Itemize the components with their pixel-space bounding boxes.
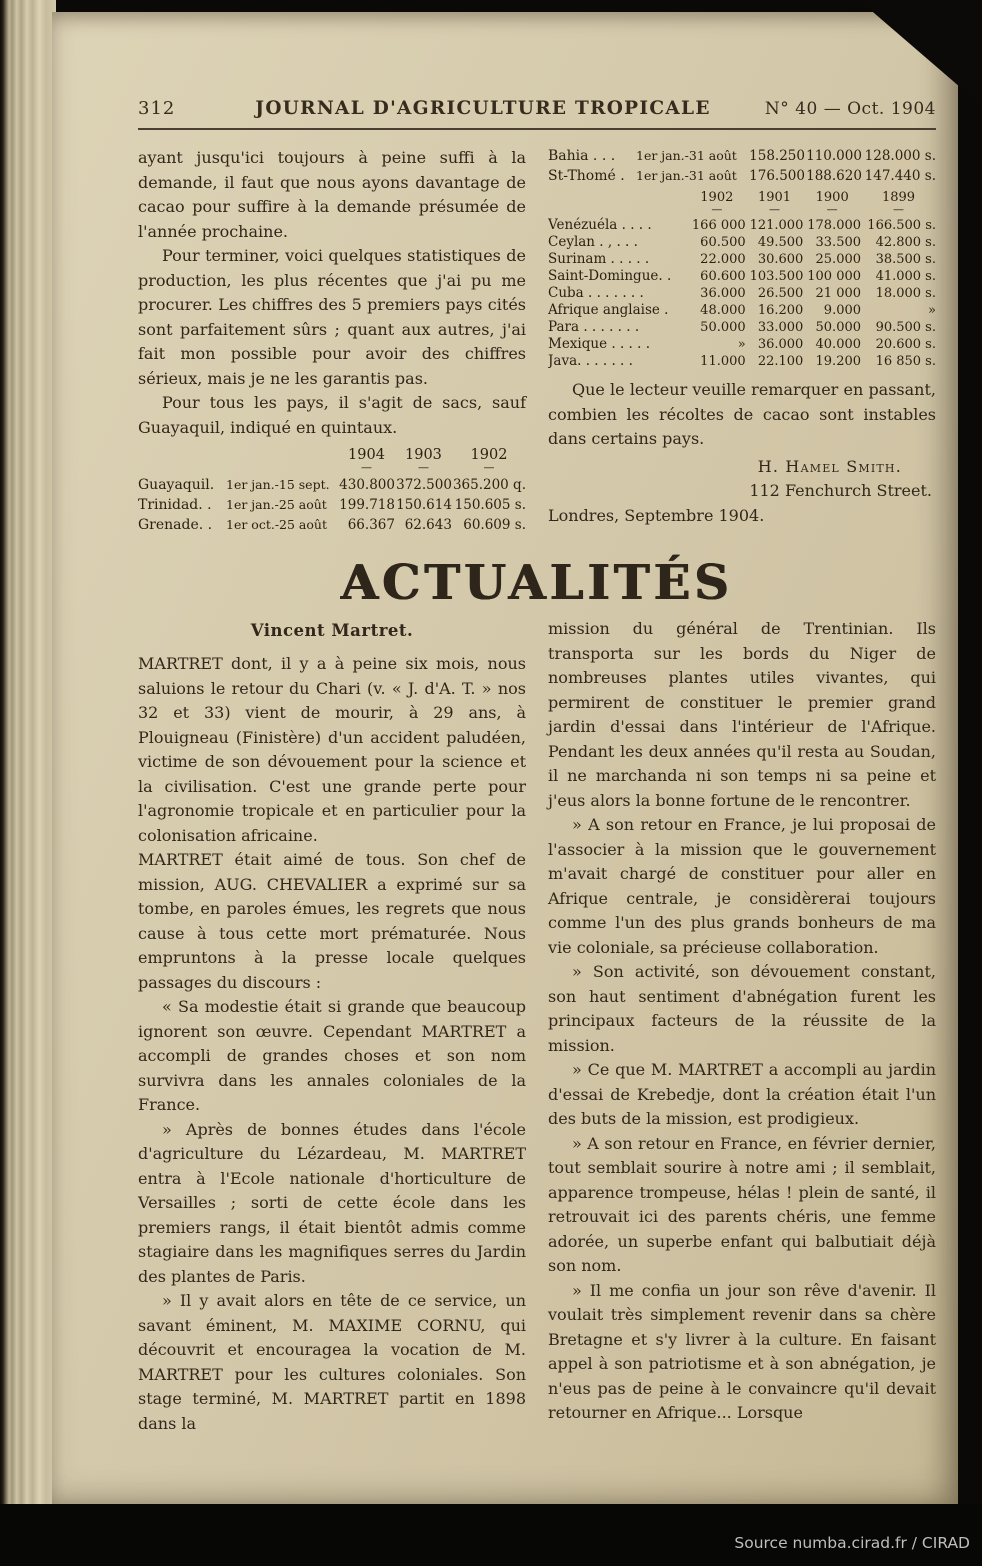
country-name: Afrique anglaise .: [548, 302, 669, 318]
value-1901: 22.100: [757, 354, 804, 369]
value-1902: 166 000: [691, 218, 746, 233]
article-paragraph: « Sa modestie était si grande que beaucoup ignorent son œuvre. Cependant MARTRET a accompli de grandes choses et son nom survivra dans les annales coloniales de la France.: [138, 997, 526, 1114]
value-1904: 158.250: [749, 148, 805, 164]
value-1900: 9.000: [823, 303, 862, 318]
value-1899: 90.500 s.: [875, 320, 936, 335]
table-row: [138, 515, 526, 535]
country-name: Surinam . . . . .: [548, 251, 650, 267]
period-label: 1er jan.-31 août: [636, 148, 737, 163]
article-title: Vincent Martret.: [250, 621, 414, 640]
table-row: [548, 268, 936, 285]
source-bar: [0, 1504, 982, 1566]
value-1904: 199.718: [339, 497, 395, 513]
value-1901: 36.000: [757, 337, 804, 352]
year-label: 1902 —: [688, 190, 746, 214]
article-right-column: [548, 617, 936, 1436]
country-name: Grenade. .: [138, 517, 213, 533]
value-1904: 66.367: [347, 517, 395, 533]
article-paragraph: » Après de bonnes études dans l'école d'agriculture du Lézardeau, M. MARTRET entra à l'Ecole nationale d'horticulture de Versailles ; sorti de cette école dans les premiers rangs, il était bientôt admis comme stagiaire dans les magnifiques serres du Jardin des plantes de Paris.: [138, 1119, 526, 1286]
header-rule: [138, 128, 936, 130]
statistics-section: [138, 146, 936, 535]
value-1902: 50.000: [700, 320, 746, 335]
country-name: St-Thomé .: [548, 168, 625, 184]
remark-paragraph: Que le lecteur veuille remarquer en passant, combien les récoltes de cacao sont instables dans certains pays.: [548, 380, 936, 448]
signature: H. Hamel Smith.: [757, 456, 902, 476]
value-1902: 36.000: [700, 286, 746, 301]
value-1901: 30.600: [757, 252, 804, 267]
value-1900: 33.500: [815, 235, 862, 250]
value-1900: 50.000: [815, 320, 862, 335]
value-1901: 16.200: [757, 303, 804, 318]
value-1899: 42.800 s.: [875, 235, 936, 250]
country-name: Guayaquil.: [138, 477, 215, 493]
table-year-header: [548, 190, 936, 214]
production-table-continued: [548, 146, 936, 186]
value-1902: 60.500: [700, 235, 746, 250]
country-name: Bahia . . .: [548, 148, 616, 164]
production-table-1902-1899: [548, 190, 936, 370]
country-name: Java. . . . . . .: [548, 353, 633, 369]
value-1900: 100 000: [807, 269, 862, 284]
article-paragraph: » Il y avait alors en tête de ce service, un savant éminent, M. MAXIME CORNU, qui découvrit et encouragea la vocation de M. MARTRET pour les cultures coloniales. Son stage terminé, M. MARTRET partit en 1898 dans la: [138, 1291, 526, 1433]
value-1899: 20.600 s.: [875, 337, 936, 352]
year-label: 1899 —: [861, 190, 936, 214]
value-1902: 147.440 s.: [864, 168, 936, 184]
country-name: Trinidad. .: [138, 497, 212, 513]
page-number: 312: [138, 98, 176, 119]
year-label: 1902 —: [452, 447, 526, 472]
table-row: [548, 166, 936, 186]
stats-right-column: [548, 146, 936, 535]
value-1901: 33.000: [757, 320, 804, 335]
signature-address: 112 Fenchurch Street.: [749, 481, 932, 500]
table-rows: [138, 475, 526, 535]
value-1901: 121.000: [749, 218, 804, 233]
issue-label: N° 40 — Oct. 1904: [764, 99, 936, 119]
value-1902: »: [737, 337, 746, 352]
section-title-actualites: ACTUALITÉS: [341, 555, 733, 611]
table-row: [548, 336, 936, 353]
article-section: [138, 617, 936, 1436]
value-1903: 150.614: [396, 497, 452, 513]
value-1900: 21 000: [815, 286, 862, 301]
country-name: Venézuéla . . . .: [548, 217, 652, 233]
article-paragraph: » Son activité, son dévouement constant, son haut sentiment d'abnégation furent les principaux facteurs de la réussite de la mission.: [548, 962, 936, 1055]
value-1899: 18.000 s.: [875, 286, 936, 301]
article-paragraph: MARTRET était aimé de tous. Son chef de mission, AUG. CHEVALIER a exprimé sur sa tombe, en paroles émues, les regrets que nous cause à tous cette mort prématurée. Nous empruntons à la presse locale quelques passages du discours :: [138, 850, 526, 992]
value-1900: 25.000: [815, 252, 862, 267]
value-1903: 110.000: [806, 148, 862, 164]
value-1904: 430.800: [339, 477, 395, 493]
value-1902: 48.000: [700, 303, 746, 318]
article-paragraph: » Il me confia un jour son rêve d'avenir. Il voulait très simplement revenir dans sa chère Bretagne et s'y livrer à la culture. En faisant appel à son patriotisme et à son abnégation, je n'eus pas de peine à le convaincre qu'il devait retourner en Afrique... Lorsque: [548, 1280, 936, 1422]
table-row: [548, 353, 936, 370]
country-name: Mexique . . . . .: [548, 336, 650, 352]
article-left-column: [138, 617, 526, 1436]
period-label: 1er jan.-25 août: [226, 497, 327, 512]
value-1899: 38.500 s.: [875, 252, 936, 267]
value-1903: 188.620: [806, 168, 862, 184]
table-row: [548, 302, 936, 319]
value-1902: 22.000: [700, 252, 746, 267]
value-1901: 26.500: [757, 286, 804, 301]
value-1901: 103.500: [749, 269, 804, 284]
value-1902: 150.605 s.: [454, 497, 526, 513]
value-1899: 16 850 s.: [875, 354, 936, 369]
intro-paragraph: Pour terminer, voici quelques statistiques de production, les plus récentes que j'ai pu me procurer. Les chiffres des 5 premiers pays cités sont parfaitement sûrs ; quant aux autres, j'ai fait mon possible pour avoir des chiffres sérieux, mais je ne les garantis pas.: [138, 246, 526, 388]
period-label: 1er oct.-25 août: [226, 517, 327, 532]
year-label: 1904 —: [338, 447, 395, 472]
article-paragraph: » A son retour en France, je lui proposai de l'associer à la mission que le gouvernement m'avait chargé de constituer pour aller en Afrique centrale, je considèrerai toujours comme l'un des plus grands bonheurs de ma vie coloniale, sa précieuse collaboration.: [548, 815, 936, 957]
value-1900: 19.200: [815, 354, 862, 369]
table-rows: [548, 146, 936, 186]
table-row: [548, 285, 936, 302]
value-1903: 372.500: [396, 477, 452, 493]
table-row: [138, 475, 526, 495]
intro-paragraph: ayant jusqu'ici toujours à peine suffi à la demande, il faut que nous ayons davantage de cacao pour suffire à la demande présumée de l'année prochaine.: [138, 148, 526, 241]
journal-page: [52, 12, 958, 1504]
year-label: 1901 —: [746, 190, 804, 214]
value-1900: 178.000: [807, 218, 862, 233]
value-1902: 128.000 s.: [864, 148, 936, 164]
value-1899: 166.500 s.: [867, 218, 936, 233]
book-page-edges: [0, 0, 56, 1504]
stats-left-column: [138, 146, 526, 535]
article-paragraph: mission du général de Trentinian. Ils transporta sur les bords du Niger de nombreuses plantes utiles vivantes, qui permirent de constituer le premier grand jardin d'essai dans l'intérieur de l'Afrique. Pendant les deux années qu'il resta au Soudan, il ne marchanda ni son temps ni sa peine et j'eus alors la bonne fortune de le rencontrer.: [548, 619, 936, 810]
country-name: Cuba . . . . . . .: [548, 285, 644, 301]
table-row: [548, 319, 936, 336]
value-1901: 49.500: [757, 235, 804, 250]
value-1900: 40.000: [815, 337, 862, 352]
value-1902: 11.000: [700, 354, 746, 369]
source-attribution: Source numba.cirad.fr / CIRAD: [734, 1534, 970, 1552]
country-name: Ceylan . , . . .: [548, 234, 638, 250]
intro-paragraph: Pour tous les pays, il s'agit de sacs, sauf Guayaquil, indiqué en quintaux.: [138, 393, 526, 437]
page-header: [138, 98, 936, 119]
journal-title: JOURNAL D'AGRICULTURE TROPICALE: [255, 98, 711, 119]
article-paragraph: » A son retour en France, en février dernier, tout semblait sourire à notre ami ; il semblait, apparence trompeuse, hélas ! plein de santé, il retrouvait ici des parents chéris, une femme adorée, un superbe enfant qui balbutiait déjà son nom.: [548, 1133, 936, 1275]
value-1904: 176.500: [749, 168, 805, 184]
value-1902: 365.200 q.: [452, 477, 526, 493]
year-label: 1903 —: [395, 447, 452, 472]
value-1902: 60.600: [700, 269, 746, 284]
period-label: 1er jan.-31 août: [636, 168, 737, 183]
dateline: Londres, Septembre 1904.: [548, 505, 765, 525]
table-year-header: [138, 447, 526, 472]
article-paragraph: MARTRET dont, il y a à peine six mois, nous saluions le retour du Chari (v. « J. d'A. T. » nos 32 et 33) vient de mourir, à 29 ans, à Plouigneau (Finistère) d'un accident paludéen, victime de son dévouement pour la science et la civilisation. C'est une grande perte pour l'agronomie tropicale et en particulier pour la colonisation africaine.: [138, 654, 526, 845]
value-1899: 41.000 s.: [875, 269, 936, 284]
period-label: 1er jan.-15 sept.: [226, 477, 330, 492]
value-1903: 62.643: [404, 517, 452, 533]
table-rows: [548, 217, 936, 370]
table-row: [138, 495, 526, 515]
table-row: [548, 217, 936, 234]
production-table-1904-1902: [138, 447, 526, 535]
country-name: Para . . . . . . .: [548, 319, 640, 335]
table-row: [548, 146, 936, 166]
value-1902: 60.609 s.: [463, 517, 526, 533]
value-1899: »: [928, 303, 936, 318]
year-label: 1900 —: [803, 190, 861, 214]
table-row: [548, 234, 936, 251]
table-row: [548, 251, 936, 268]
article-paragraph: » Ce que M. MARTRET a accompli au jardin d'essai de Krebedje, dont la création était l'un des buts de la mission, est prodigieux.: [548, 1060, 936, 1128]
country-name: Saint-Domingue. .: [548, 268, 672, 284]
